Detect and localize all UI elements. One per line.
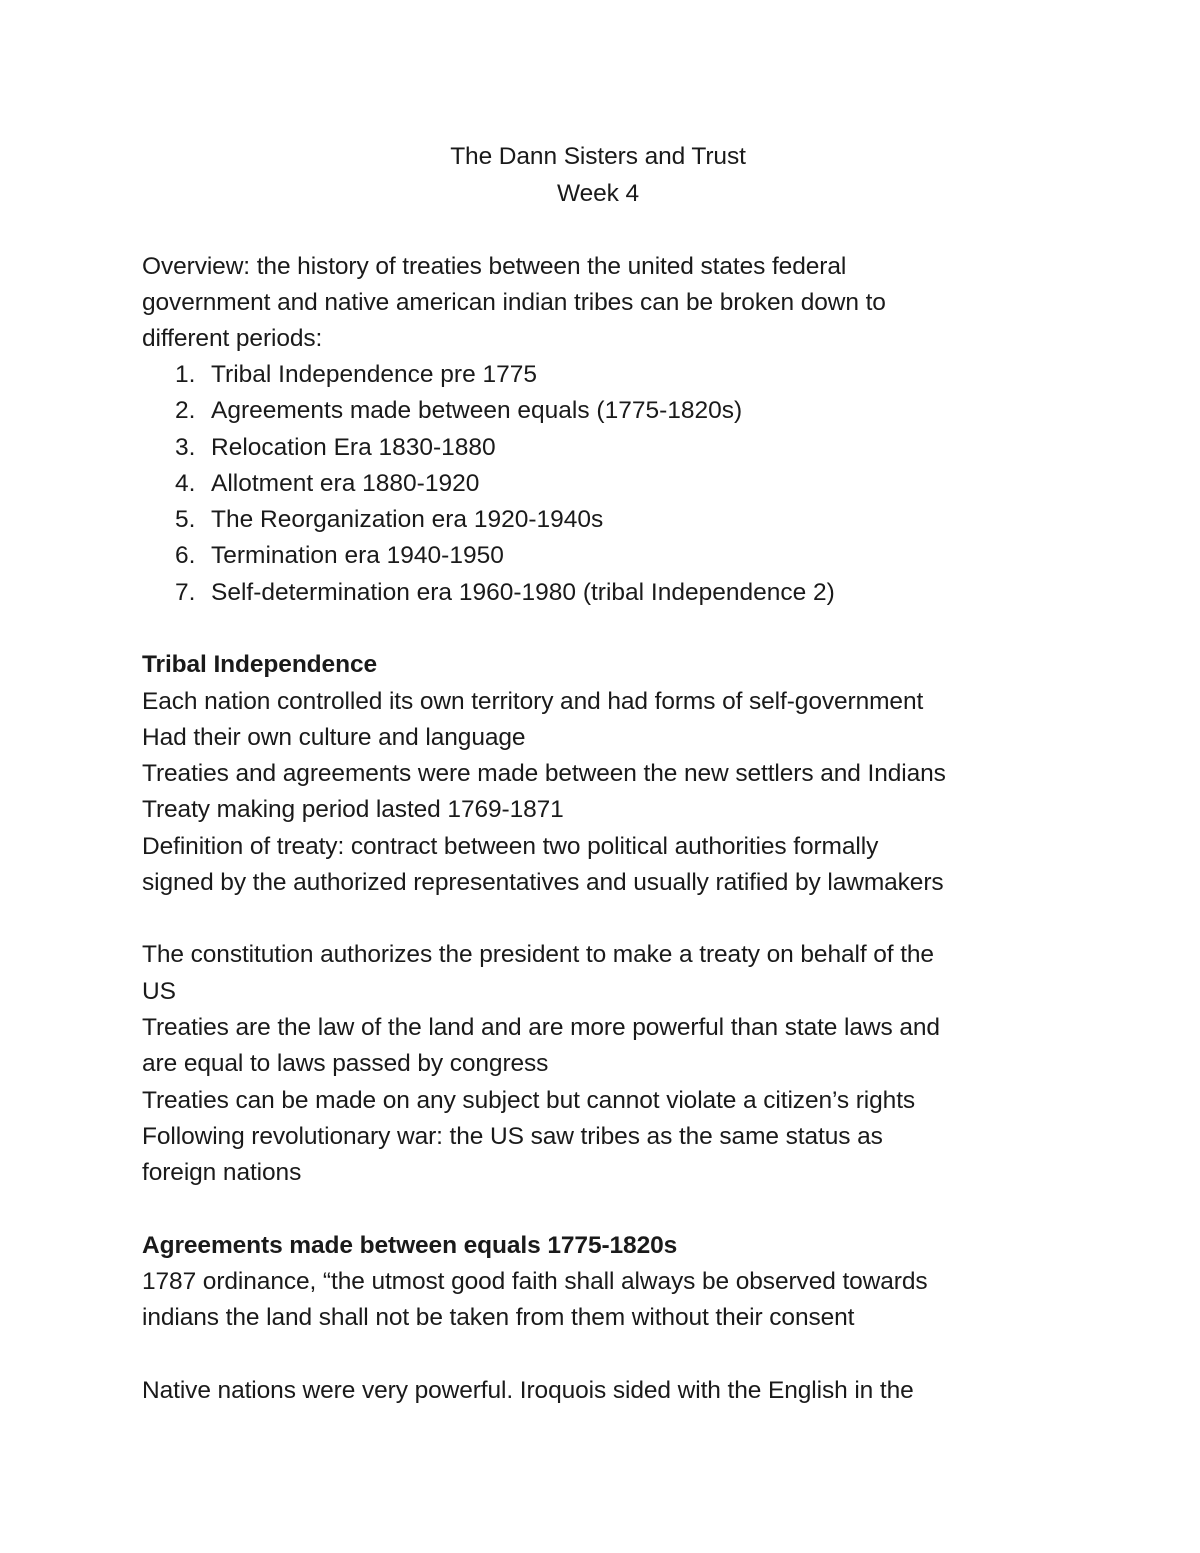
paragraph-line: Treaties and agreements were made between the new settlers and Indians <box>142 760 946 787</box>
paragraph-line: Had their own culture and language <box>142 724 526 751</box>
paragraph-line: indians the land shall not be taken from them without their consent <box>142 1304 855 1331</box>
paragraph-line: signed by the authorized representatives and usually ratified by lawmakers <box>142 869 944 896</box>
paragraph-line: 1787 ordinance, “the utmost good faith shall always be observed towards <box>142 1268 928 1295</box>
paragraph-line: Treaty making period lasted 1769-1871 <box>142 796 564 823</box>
overview-line: different periods: <box>142 325 323 352</box>
list-item-number: 6. <box>175 542 196 569</box>
list-item: Agreements made between equals (1775-1820s) <box>211 397 743 424</box>
list-item-number: 7. <box>175 579 196 606</box>
paragraph-line: Each nation controlled its own territory and had forms of self-government <box>142 688 924 715</box>
list-item-number: 2. <box>175 397 196 424</box>
paragraph-line: Treaties are the law of the land and are more powerful than state laws and <box>142 1014 940 1041</box>
list-item: Termination era 1940-1950 <box>211 542 504 569</box>
list-item: The Reorganization era 1920-1940s <box>211 506 604 533</box>
paragraph-line: Native nations were very powerful. Iroquois sided with the English in the <box>142 1377 914 1404</box>
list-item-number: 1. <box>175 361 196 388</box>
list-item: Relocation Era 1830-1880 <box>211 434 496 461</box>
paragraph-line: are equal to laws passed by congress <box>142 1050 549 1077</box>
paragraph-line: Definition of treaty: contract between two political authorities formally <box>142 833 879 860</box>
list-item-number: 4. <box>175 470 196 497</box>
list-item: Tribal Independence pre 1775 <box>211 361 538 388</box>
paragraph-line: foreign nations <box>142 1159 302 1186</box>
section-heading: Agreements made between equals 1775-1820s <box>142 1232 678 1259</box>
section-heading: Tribal Independence <box>142 651 377 678</box>
paragraph-line: Treaties can be made on any subject but cannot violate a citizen’s rights <box>142 1087 916 1114</box>
paragraph-line: The constitution authorizes the president to make a treaty on behalf of the <box>142 941 934 968</box>
paragraph-line: US <box>142 978 176 1005</box>
document-title: The Dann Sisters and Trust <box>450 143 746 170</box>
document-subtitle: Week 4 <box>556 180 640 207</box>
list-item: Allotment era 1880-1920 <box>211 470 480 497</box>
list-item: Self-determination era 1960-1980 (tribal Independence 2) <box>211 579 835 606</box>
list-item-number: 3. <box>175 434 196 461</box>
overview-line: government and native american indian tribes can be broken down to <box>142 289 886 316</box>
list-item-number: 5. <box>175 506 196 533</box>
overview-line: Overview: the history of treaties between the united states federal <box>142 253 847 280</box>
paragraph-line: Following revolutionary war: the US saw tribes as the same status as <box>142 1123 883 1150</box>
